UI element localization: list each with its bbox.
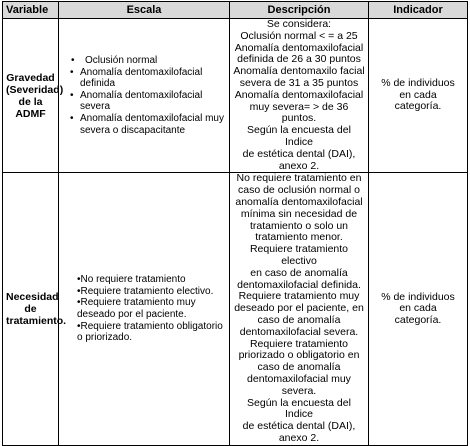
escala-cell (59, 173, 230, 445)
descripcion-line: Requiere tratamiento muy (238, 290, 360, 303)
bullet-icon: • (77, 285, 81, 297)
descripcion-cell (230, 173, 369, 445)
indicador-line: en cada (399, 88, 437, 101)
descripcion-line: Oclusión normal < = a 25 (240, 29, 358, 42)
escala-item-label: Requiere tratamiento electivo. (80, 285, 214, 297)
table-row (3, 19, 468, 173)
indicador-cell (369, 19, 468, 173)
descripcion-line: priorizado o obligatorio en (238, 349, 360, 362)
header-row (3, 2, 468, 19)
escala-item: • Oclusión normal (80, 55, 226, 67)
escala-item (77, 274, 226, 286)
descripcion-line: anexo 2. (278, 159, 320, 172)
descripcion-line: Según la encuesta del Indice (247, 396, 351, 421)
descripcion-line: tratamiento menor. (255, 231, 343, 244)
descripcion-line: dentomaxilofacial severa. (239, 325, 359, 338)
descripcion-line: Anomalía dentomaxilofacial (234, 41, 364, 54)
descripcion-line: puntos. (281, 112, 317, 125)
descripcion-line: severa de 31 a 35 puntos (239, 76, 359, 89)
indicador-line: categoría. (394, 313, 442, 326)
variable-cell (3, 173, 67, 445)
descripcion-line: anomalía dentomaxilofacial (235, 195, 363, 208)
escala-item-label: Requiere tratamiento obligatorio o priorizado. (77, 320, 223, 344)
descripcion-line: dentomaxilofacial definida. (237, 278, 361, 291)
descripcion-line: Requiere tratamiento electivo (249, 243, 349, 267)
descripcion-line: de estética dental (DAI), (242, 147, 356, 160)
escala-item: • Anomalía dentomaxilofacial definida (80, 67, 226, 90)
header-descripcion: Descripción (230, 2, 369, 19)
header-variable: Variable (3, 2, 59, 19)
bullet-icon: • (77, 320, 81, 332)
descripcion-line: muy severa= > de 36 (249, 100, 349, 113)
escala-item (77, 297, 226, 320)
escala-item-label: Requiere tratamiento muy deseado por el paciente. (77, 297, 196, 321)
descripcion-line: Anomalía dentomaxilofacial (234, 88, 364, 101)
escala-item (77, 286, 226, 298)
descripcion-line: severa. (281, 384, 317, 397)
indicador-line: % de individuos (381, 77, 455, 90)
descripcion-line: No requiere tratamiento en (236, 172, 362, 185)
indicador-line: categoría. (394, 100, 442, 113)
variable-cell (3, 19, 64, 173)
descripcion-line: caso de anomalía (257, 313, 341, 326)
descripcion-cell (230, 19, 369, 173)
descripcion-line: Requiere tratamiento (249, 337, 349, 350)
indicador-line: en cada (399, 302, 437, 315)
descripcion-line: anexo 2. (278, 431, 320, 444)
variable-line: (Severidad) (6, 83, 64, 96)
escala-item: • Anomalía dentomaxilofacial muy severa o discapacitante (80, 113, 226, 136)
descripcion-line: caso de anomalía (257, 361, 341, 374)
descripcion-line: en caso de anomalía (250, 266, 348, 279)
descripcion-line: definida de 26 a 30 puntos (237, 53, 361, 66)
variable-line: tratamiento. (6, 315, 67, 328)
descripcion-line: deseado por el paciente, en (234, 302, 364, 315)
table-row (3, 173, 468, 445)
descripcion-line: caso de oclusión normal o (238, 184, 360, 197)
indicador-line: % de individuos (381, 290, 455, 303)
variables-table (2, 1, 468, 446)
bullet-icon: • (77, 297, 81, 309)
variable-line: Necesidad de (6, 291, 59, 316)
escala-cell (59, 19, 230, 173)
descripcion-line: dentomaxilofacial muy (247, 372, 351, 385)
indicador-cell (369, 173, 468, 445)
descripcion-line: tratamiento o solo un (249, 219, 349, 232)
header-indicador: Indicador (369, 2, 468, 19)
header-escala: Escala (59, 2, 230, 19)
descripcion-line: Anomalía dentomaxilo facial (233, 65, 365, 78)
variable-line: Gravedad (6, 71, 55, 84)
bullet-icon: • (77, 274, 81, 286)
descripcion-line: de estética dental (DAI), (242, 420, 356, 433)
descripcion-line: Se considera: (266, 18, 332, 30)
escala-item: • Anomalía dentomaxilofacial severa (80, 90, 226, 113)
escala-item-label: No requiere tratamiento (80, 274, 186, 286)
descripcion-line: mínima sin necesidad de (240, 207, 358, 220)
escala-list (62, 55, 226, 136)
escala-item (77, 321, 226, 344)
variable-line: de la ADMF (15, 95, 46, 120)
descripcion-line: Según la encuesta del Indice (247, 124, 351, 148)
